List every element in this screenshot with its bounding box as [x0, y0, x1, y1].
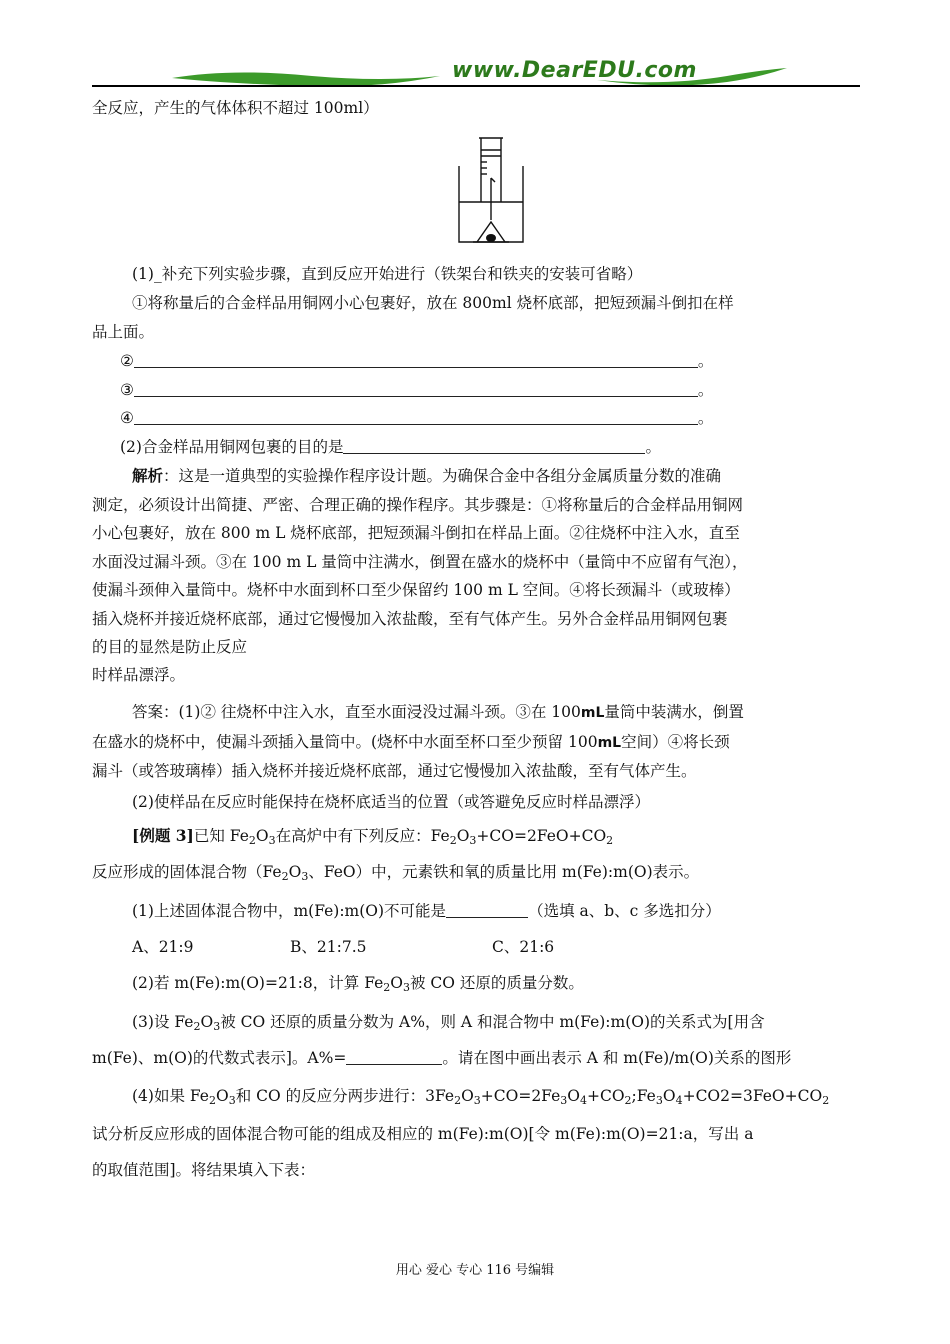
part-3-text: m(Fe)、m(O)的代数式表示]。A%= [92, 1049, 347, 1067]
step-3-blank[interactable] [134, 381, 698, 397]
analysis-line: 测定，必须设计出简捷、严密、合理正确的操作程序。其步骤是：①将称量后的合金样品用铜网 [92, 496, 744, 514]
option-a: A、21:9 [132, 938, 194, 956]
step-3 [120, 380, 713, 400]
step-4-dot: 。 [697, 409, 714, 427]
analysis-line: 的目的显然是防止反应 [92, 638, 248, 656]
step-2-dot: 。 [697, 352, 714, 370]
subscript: 2 [383, 981, 391, 994]
example-text: O [456, 827, 470, 845]
subscript: 3 [228, 1094, 236, 1107]
part-2 [132, 973, 584, 998]
text-line: 全反应，产生的气体体积不超过 100ml） [92, 99, 379, 117]
analysis-line: 插入烧杯并接近烧杯底部，通过它慢慢加入浓盐酸，至有气体产生。另外合金样品用铜网包裹 [92, 610, 728, 628]
part-3 [132, 1012, 765, 1037]
analysis-line: 使漏斗颈伸入量筒中。烧杯中水面到杯口至少保留约 100 m L 空间。④将长颈漏斗（或玻棒） [92, 581, 740, 599]
subscript: 2 [606, 834, 614, 847]
part-4-text: ;Fe [631, 1087, 656, 1105]
answer-text: 量筒中装满水，倒置 [604, 703, 744, 721]
subscript: 4 [675, 1094, 683, 1107]
subscript: 3 [301, 870, 309, 883]
question-1: (1)_补充下列实验步骤，直到反应开始进行（铁架台和铁夹的安装可省略） [132, 265, 643, 283]
part-1 [132, 901, 721, 921]
step-3-dot: 。 [697, 381, 714, 399]
part-3-blank[interactable] [346, 1049, 442, 1065]
answer-text: 答案：(1)② 往烧杯中注入水，直至水面浸没过漏斗颈。③在 100 [132, 703, 581, 721]
part-4-text: O [567, 1087, 580, 1105]
part-1-text: （选填 a、b、c 多选扣分） [528, 902, 721, 920]
example-3-line [92, 862, 699, 887]
subscript: 3 [469, 834, 477, 847]
step-1: ①将称量后的合金样品用铜网小心包裹好，放在 800ml 烧杯底部，把短颈漏斗倒扣在样 [132, 294, 734, 312]
subscript: 3 [473, 1094, 481, 1107]
part-3-text: (3)设 Fe [132, 1013, 194, 1031]
part-4-text: O [662, 1087, 676, 1105]
subscript: 3 [560, 1094, 568, 1107]
answer-text: 在盛水的烧杯中，使漏斗颈插入量筒中。(烧杯中水面至杯口至少预留 100 [92, 733, 598, 751]
analysis-text: ：这是一道典型的实验操作程序设计题。为确保合金中各组分金属质量分数的准确 [163, 467, 722, 485]
subscript: 4 [579, 1094, 587, 1107]
part-2-text: O [390, 974, 403, 992]
subscript: 3 [268, 834, 276, 847]
page-header [92, 52, 860, 92]
apparatus-figure [455, 136, 527, 248]
step-4 [120, 408, 713, 428]
subscript: 2 [193, 1020, 201, 1033]
answer-line [92, 732, 730, 753]
answer-line: (2)使样品在反应时能保持在烧杯底适当的位置（或答避免反应时样品漂浮） [132, 793, 650, 811]
part-4-cont: 的取值范围]。将结果填入下表： [92, 1161, 316, 1179]
example-3-heading [132, 826, 613, 851]
part-2-text: (2)若 m(Fe):m(O)=21:8，计算 Fe [132, 974, 384, 992]
unit-ml: mL [580, 705, 605, 721]
example-label: [例题 3] [132, 826, 194, 845]
answer-line: 漏斗（或答玻璃棒）插入烧杯并接近烧杯底部，通过它慢慢加入浓盐酸，至有气体产生。 [92, 762, 697, 780]
step-4-label: ④ [120, 409, 134, 427]
answer-line [132, 702, 744, 723]
subscript: 2 [454, 1094, 462, 1107]
part-3-cont [92, 1048, 791, 1068]
page-footer: 用心 爱心 专心 116 号编辑 [395, 1263, 555, 1278]
subscript: 3 [213, 1020, 221, 1033]
option-b: B、21:7.5 [290, 938, 367, 956]
part-4-text: +CO=2Fe [480, 1087, 561, 1105]
part-2-text: 被 CO 还原的质量分数。 [410, 974, 584, 992]
subscript: 2 [281, 870, 289, 883]
step-4-blank[interactable] [134, 409, 698, 425]
part-4-text: O [461, 1087, 474, 1105]
example-text: 、FeO）中，元素铁和氧的质量比用 m(Fe):m(O)表示。 [308, 863, 700, 881]
part-3-text: O [200, 1013, 214, 1031]
step-2-blank[interactable] [134, 352, 698, 368]
step-2-label: ② [120, 352, 134, 370]
subscript: 2 [624, 1094, 632, 1107]
subscript: 2 [822, 1094, 830, 1107]
subscript: 2 [248, 834, 256, 847]
unit-ml: mL [597, 735, 622, 751]
example-text: 在高炉中有下列反应：Fe [275, 827, 450, 845]
example-text: O [255, 827, 269, 845]
header-rule [92, 85, 860, 87]
example-text: 已知 Fe [193, 827, 249, 845]
subscript: 3 [655, 1094, 663, 1107]
part-4-text: +CO [586, 1087, 625, 1105]
step-1-cont: 品上面。 [92, 323, 155, 341]
subscript: 2 [449, 834, 457, 847]
part-4-text: (4)如果 Fe [132, 1087, 209, 1105]
part-4-cont: 试分析反应形成的固体混合物可能的组成及相应的 m(Fe):m(O)[令 m(Fe):m(O)=21:a，写出 a [92, 1125, 754, 1143]
question-2-blank[interactable] [343, 438, 645, 454]
part-1-blank[interactable] [446, 902, 528, 918]
part-4-text: 和 CO 的反应分两步进行：3Fe [235, 1087, 455, 1105]
answer-text: 空间）④将长颈 [621, 733, 730, 751]
analysis-line: 水面没过漏斗颈。③在 100 m L 量筒中注满水，倒置在盛水的烧杯中（量筒中不应留有气泡）， [92, 553, 748, 571]
step-3-label: ③ [120, 381, 134, 399]
part-4-text: O [215, 1087, 229, 1105]
option-c: C、21:6 [492, 938, 555, 956]
analysis-line: 小心包裹好，放在 800 m L 烧杯底部，把短颈漏斗倒扣在样品上面。②往烧杯中注入水，直至 [92, 524, 740, 542]
site-logo[interactable]: www.DearEDU.com [452, 58, 697, 83]
part-4-text: +CO2=3FeO+CO [682, 1087, 823, 1105]
example-text: +CO=2FeO+CO [476, 827, 607, 845]
part-3-text: 。请在图中画出表示 A 和 m(Fe)/m(O)关系的图形 [442, 1049, 792, 1067]
analysis-line: 时样品漂浮。 [92, 666, 186, 684]
analysis-line [132, 466, 721, 486]
example-text: 反应形成的固体混合物（Fe [92, 863, 282, 881]
example-text: O [288, 863, 302, 881]
part-1-text: (1)上述固体混合物中，m(Fe):m(O)不可能是 [132, 902, 447, 920]
step-2 [120, 351, 713, 371]
analysis-label: 解析 [132, 466, 164, 485]
part-4 [132, 1086, 829, 1111]
question-2-text: (2)合金样品用铜网包裹的目的是 [120, 438, 344, 456]
subscript: 3 [403, 981, 410, 994]
question-2 [120, 437, 661, 457]
part-3-text: 被 CO 还原的质量分数为 A%，则 A 和混合物中 m(Fe):m(O)的关系式为[用含 [220, 1013, 765, 1031]
question-2-dot: 。 [645, 438, 661, 456]
subscript: 2 [208, 1094, 216, 1107]
